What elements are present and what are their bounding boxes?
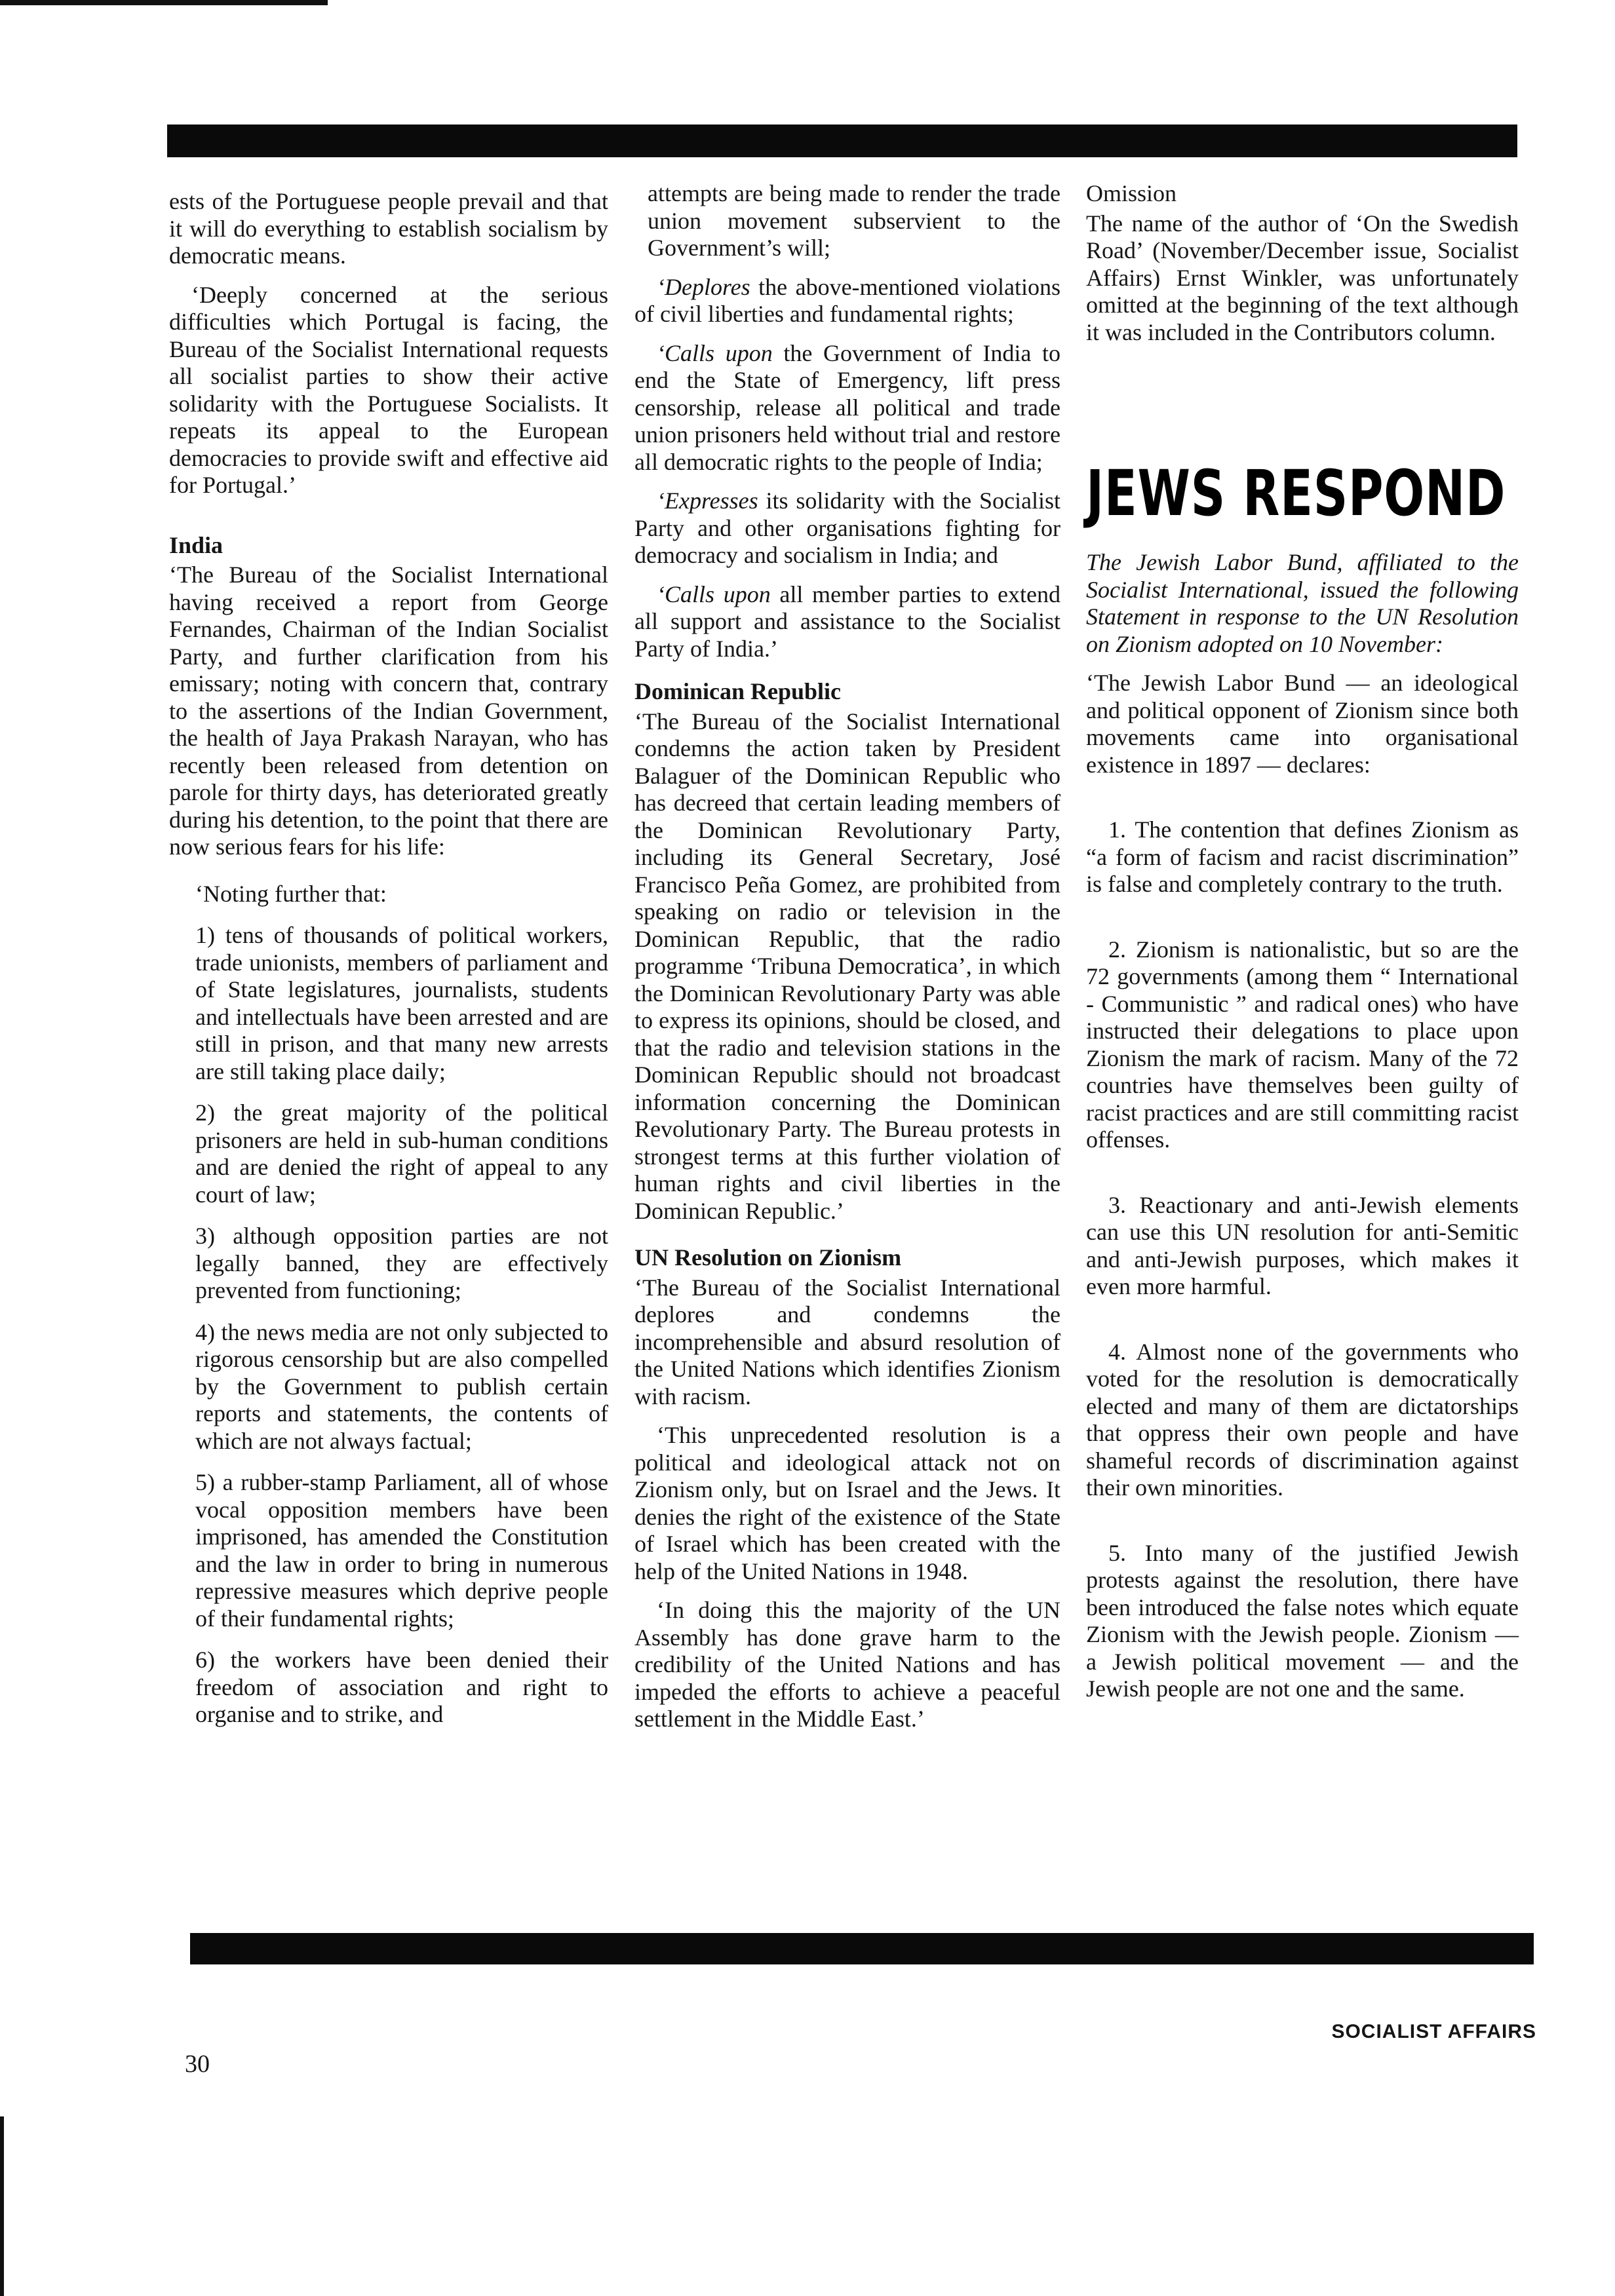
article-headline: JEWS RESPOND: [1086, 457, 1506, 530]
paragraph: ‘The Bureau of the Socialist International condemns the action taken by President Balaguer of the Dominican Republic who has decreed that certain leading members of the Dominican Revolutionary Party, including its General Secretary, José Francisco Peña Gomez, are prohibited from speaking on radio or television in the Dominican Republic, that the radio programme ‘Tribuna Democratica’, in which the Dominican Revolutionary Party was able to express its opinions, should be closed, and that the radio and television stations in the Dominican Republic should not broadcast information concerning the Dominican Revolutionary Party. The Bureau protests in strongest terms at this further violation of human rights and civil liberties in the Dominican Republic.’: [634, 708, 1060, 1224]
paragraph: attempts are being made to render the trade union movement subservient to the Government’s will;: [648, 180, 1060, 261]
text: its solidarity with the Socialist Party and other organisations fighting for democracy and socialism in India; and: [634, 488, 1060, 568]
paragraph: ‘The Jewish Labor Bund — an ideological and political opponent of Zionism since both movements came into organisational existence in 1897 — declares:: [1086, 670, 1519, 778]
page-number: 30: [185, 2050, 210, 2078]
column-1: [169, 188, 608, 1743]
list-item: 3) although opposition parties are not legally banned, they are effectively prevented from functioning;: [195, 1223, 608, 1303]
column-2: [634, 180, 1060, 1745]
top-rule-bar: [167, 124, 1517, 157]
paragraph: ‘Noting further that:: [195, 880, 387, 907]
section-heading-omission: Omission: [1086, 180, 1177, 206]
emphasis: ‘Deplores: [657, 273, 750, 300]
paragraph: [634, 340, 1060, 476]
numbered-point: 4. Almost none of the governments who voted for the resolution is democratically elected and many of them are dictatorships that oppress their own people and have shameful records of discrimination against their own minorities.: [1086, 1338, 1519, 1501]
publication-name: SOCIALIST AFFAIRS: [1331, 2021, 1536, 2042]
emphasis: ‘Calls upon: [657, 581, 771, 607]
paragraph: ests of the Portuguese people prevail and that it will do everything to establish socialism by democratic means.: [169, 188, 608, 269]
paragraph: [634, 488, 1060, 569]
text: all member parties to extend all support and assistance to the Socialist Party of India.’: [634, 581, 1060, 662]
paragraph: ‘The Bureau of the Socialist International deplores and condemns the incomprehensible and absurd resolution of the United Nations which identifies Zionism with racism.: [634, 1274, 1060, 1409]
section-heading-india: India: [169, 531, 224, 558]
paragraph: The name of the author of ‘On the Swedish Road’ (November/December issue, Socialist Affairs) Ernst Winkler, was unfortunately omitted at the beginning of the text although it was included in the Contributors column.: [1086, 210, 1519, 345]
text: the Government of India to end the State of Emergency, lift press censorship, release all political and trade union prisoners held without trial and restore all democratic rights to the people of India;: [634, 339, 1061, 475]
article-intro: The Jewish Labor Bund, affiliated to the Socialist International, issued the following Statement in response to the UN Resolution on Zionism adopted on 10 November:: [1086, 549, 1519, 657]
paragraph: ‘This unprecedented resolution is a political and ideological attack not on Zionism only, but on Israel and the Jews. It denies the right of the existence of the State of Israel which has been created with the help of the United Nations in 1948.: [634, 1422, 1060, 1584]
list-item: 1) tens of thousands of political workers, trade unionists, members of parliament and of State legislatures, journalists, students and intellectuals have been arrested and are still in prison, and that many new arrests are still taking place daily;: [195, 922, 608, 1084]
paragraph: ‘Deeply concerned at the serious difficulties which Portugal is facing, the Bureau of the Socialist International requests all socialist parties to show their active solidarity with the Portuguese Socialists. It repeats its appeal to the European democracies to provide swift and effective aid for Portugal.’: [169, 281, 608, 498]
paragraph: [634, 581, 1060, 663]
scan-edge-mark-left: [0, 2116, 4, 2296]
numbered-point: 3. Reactionary and anti-Jewish elements can use this UN resolution for anti-Semitic and anti-Jewish purposes, which makes it even more harmful.: [1086, 1191, 1519, 1299]
list-item: 5) a rubber-stamp Parliament, all of whose vocal opposition members have been imprisoned, has amended the Constitution and the law in order to bring in numerous repressive measures which deprive people of their fundamental rights;: [195, 1469, 608, 1632]
paragraph: [634, 274, 1060, 328]
numbered-point: 2. Zionism is nationalistic, but so are the 72 governments (among them “ International - Communistic ” and radical ones) who have instructed their delegations to place upon Zionism the mark of racism. Many of the 72 countries have themselves been guilty of racist practices and are still committing racist offenses.: [1086, 936, 1519, 1153]
numbered-point: 1. The contention that defines Zionism as “a form of facism and racist discrimination” is false and completely contrary to the truth.: [1086, 816, 1519, 897]
paragraph: ‘The Bureau of the Socialist International having received a report from George Fernandes, Chairman of the Indian Socialist Party, and further clarification from his emissary; noting with concern that, contrary to the assertions of the Indian Government, the health of Jaya Prakash Narayan, who has recently been released from detention on parole for thirty days, has deteriorated greatly during his detention, to the point that there are now serious fears for his life:: [169, 562, 608, 860]
list-item: 2) the great majority of the political prisoners are held in sub-human conditions and are denied the right of appeal to any court of law;: [195, 1100, 608, 1208]
paragraph: ‘In doing this the majority of the UN Assembly has done grave harm to the credibility of the United Nations and has impeded the efforts to achieve a peaceful settlement in the Middle East.’: [634, 1597, 1060, 1732]
emphasis: ‘Expresses: [657, 488, 758, 514]
bottom-rule-bar: [190, 1933, 1534, 1964]
list-item: 6) the workers have been denied their freedom of association and right to organise and to strike, and: [195, 1647, 608, 1727]
section-heading-un-resolution: UN Resolution on Zionism: [634, 1244, 902, 1271]
emphasis: ‘Calls upon: [657, 339, 773, 366]
list-item: 4) the news media are not only subjected to rigorous censorship but are also compelled by the Government to publish certain reports and statements, the contents of which are not always factual;: [195, 1318, 608, 1454]
section-heading-dominican-republic: Dominican Republic: [634, 678, 842, 704]
scan-edge-mark: [0, 0, 328, 5]
column-3: [1086, 180, 1519, 1703]
numbered-point: 5. Into many of the justified Jewish protests against the resolution, there have been introduced the false notes which equate Zionism with the Jewish people. Zionism — a Jewish political movement — and the Jewish people are not one and the same.: [1086, 1539, 1519, 1702]
text: the above-mentioned violations of civil liberties and fundamental rights;: [634, 273, 1060, 327]
